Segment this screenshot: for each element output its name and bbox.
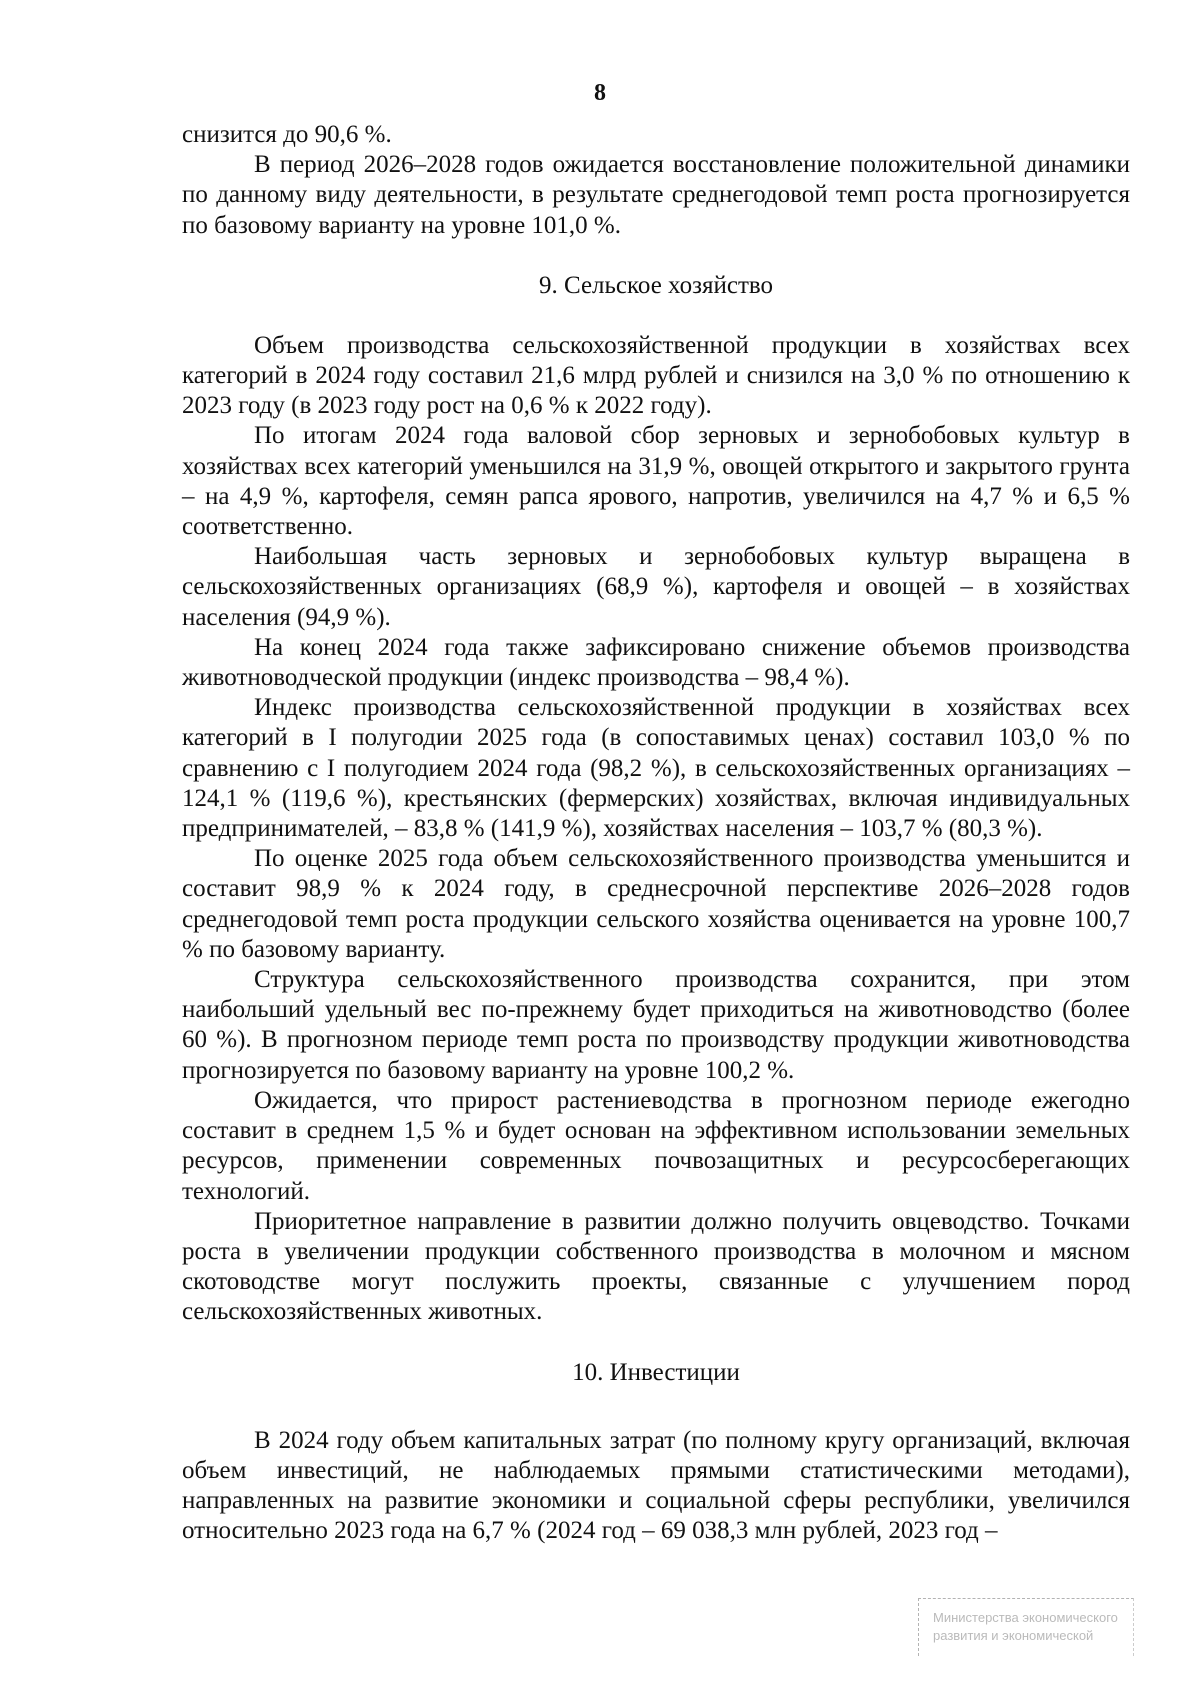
paragraph: Индекс производства сельскохозяйственной продукции в хозяйствах всех категорий в I полугодии 2025 года (в сопоставимых ценах) составил 103,0 % по сравнению с I полугодием 2024 года (98,2 %), в сельскохозяйственных организациях – 124,1 % (119,6 %), крестьянских (фермерских) хозяйствах, включая индивидуальных предпринимателей, – 83,8 % (141,9 %), хозяйствах населения – 103,7 % (80,3 %). bbox=[182, 694, 1130, 843]
paragraph: Приоритетное направление в развитии должно получить овцеводство. Точками роста в увеличении продукции собственного производства в молочном и мясном скотоводстве могут послужить проекты, связанные с улучшением пород сельскохозяйственных животных. bbox=[182, 1207, 1130, 1326]
paragraph-continuation: снизится до 90,6 %. bbox=[182, 121, 392, 148]
paragraph: Объем производства сельскохозяйственной продукции в хозяйствах всех категорий в 2024 году составил 21,6 млрд рублей и снизился на 3,0 % по отношению к 2023 году (в 2023 году рост на 0,6 % к 2022 году). bbox=[182, 331, 1130, 420]
paragraph: В 2024 году объем капитальных затрат (по полному кругу организаций, включая объем инвестиций, не наблюдаемых прямыми статистическими методами), направленных на развитие экономики и социальной сферы республики, увеличился относительно 2023 года на 6,7 % (2024 год – 69 038,3 млн рублей, 2023 год – bbox=[182, 1426, 1130, 1545]
paragraph: Ожидается, что прирост растениеводства в прогнозном периоде ежегодно составит в среднем 1,5 % и будет основан на эффективном использовании земельных ресурсов, применении современных почвозащитных и ресурсосберегающих технологий. bbox=[182, 1086, 1130, 1205]
section-heading-agriculture: 9. Сельское хозяйство bbox=[538, 271, 774, 299]
registration-stamp bbox=[918, 1598, 1134, 1656]
stamp-line: Министерства экономического bbox=[933, 1610, 1118, 1625]
paragraph: Наибольшая часть зерновых и зернобобовых культур выращена в сельскохозяйственных организациях (68,9 %), картофеля и овощей – в хозяйствах населения (94,9 %). bbox=[182, 543, 1130, 631]
paragraph: Структура сельскохозяйственного производства сохранится, при этом наибольший удельный вес по-прежнему будет приходиться на животноводство (более 60 %). В прогнозном периоде темп роста по производству продукции животноводства прогнозируется по базовому варианту на уровне 100,2 %. bbox=[182, 966, 1130, 1084]
paragraph: По итогам 2024 года валовой сбор зерновых и зернобобовых культур в хозяйствах всех категорий уменьшился на 31,9 %, овощей открытого и закрытого грунта – на 4,9 %, картофеля, семян рапса ярового, напротив, увеличился на 4,7 % и 6,5 % соответственно. bbox=[182, 422, 1130, 541]
page-number: 8 bbox=[594, 80, 606, 106]
section-heading-investments: 10. Инвестиции bbox=[572, 1358, 740, 1386]
paragraph: На конец 2024 года также зафиксировано снижение объемов производства животноводческой продукции (индекс производства – 98,4 %). bbox=[182, 633, 1130, 692]
paragraph: В период 2026–2028 годов ожидается восстановление положительной динамики по данному виду деятельности, в результате среднегодовой темп роста прогнозируется по базовому варианту на уровне 101,0 %. bbox=[182, 151, 1130, 239]
stamp-line: развития и экономической bbox=[933, 1628, 1094, 1643]
paragraph: По оценке 2025 года объем сельскохозяйственного производства уменьшится и составит 98,9 % к 2024 году, в среднесрочной перспективе 2026–2028 годов среднегодовой темп роста продукции сельского хозяйства оценивается на уровне 100,7 % по базовому варианту. bbox=[182, 845, 1130, 963]
document-body bbox=[182, 120, 1130, 1546]
